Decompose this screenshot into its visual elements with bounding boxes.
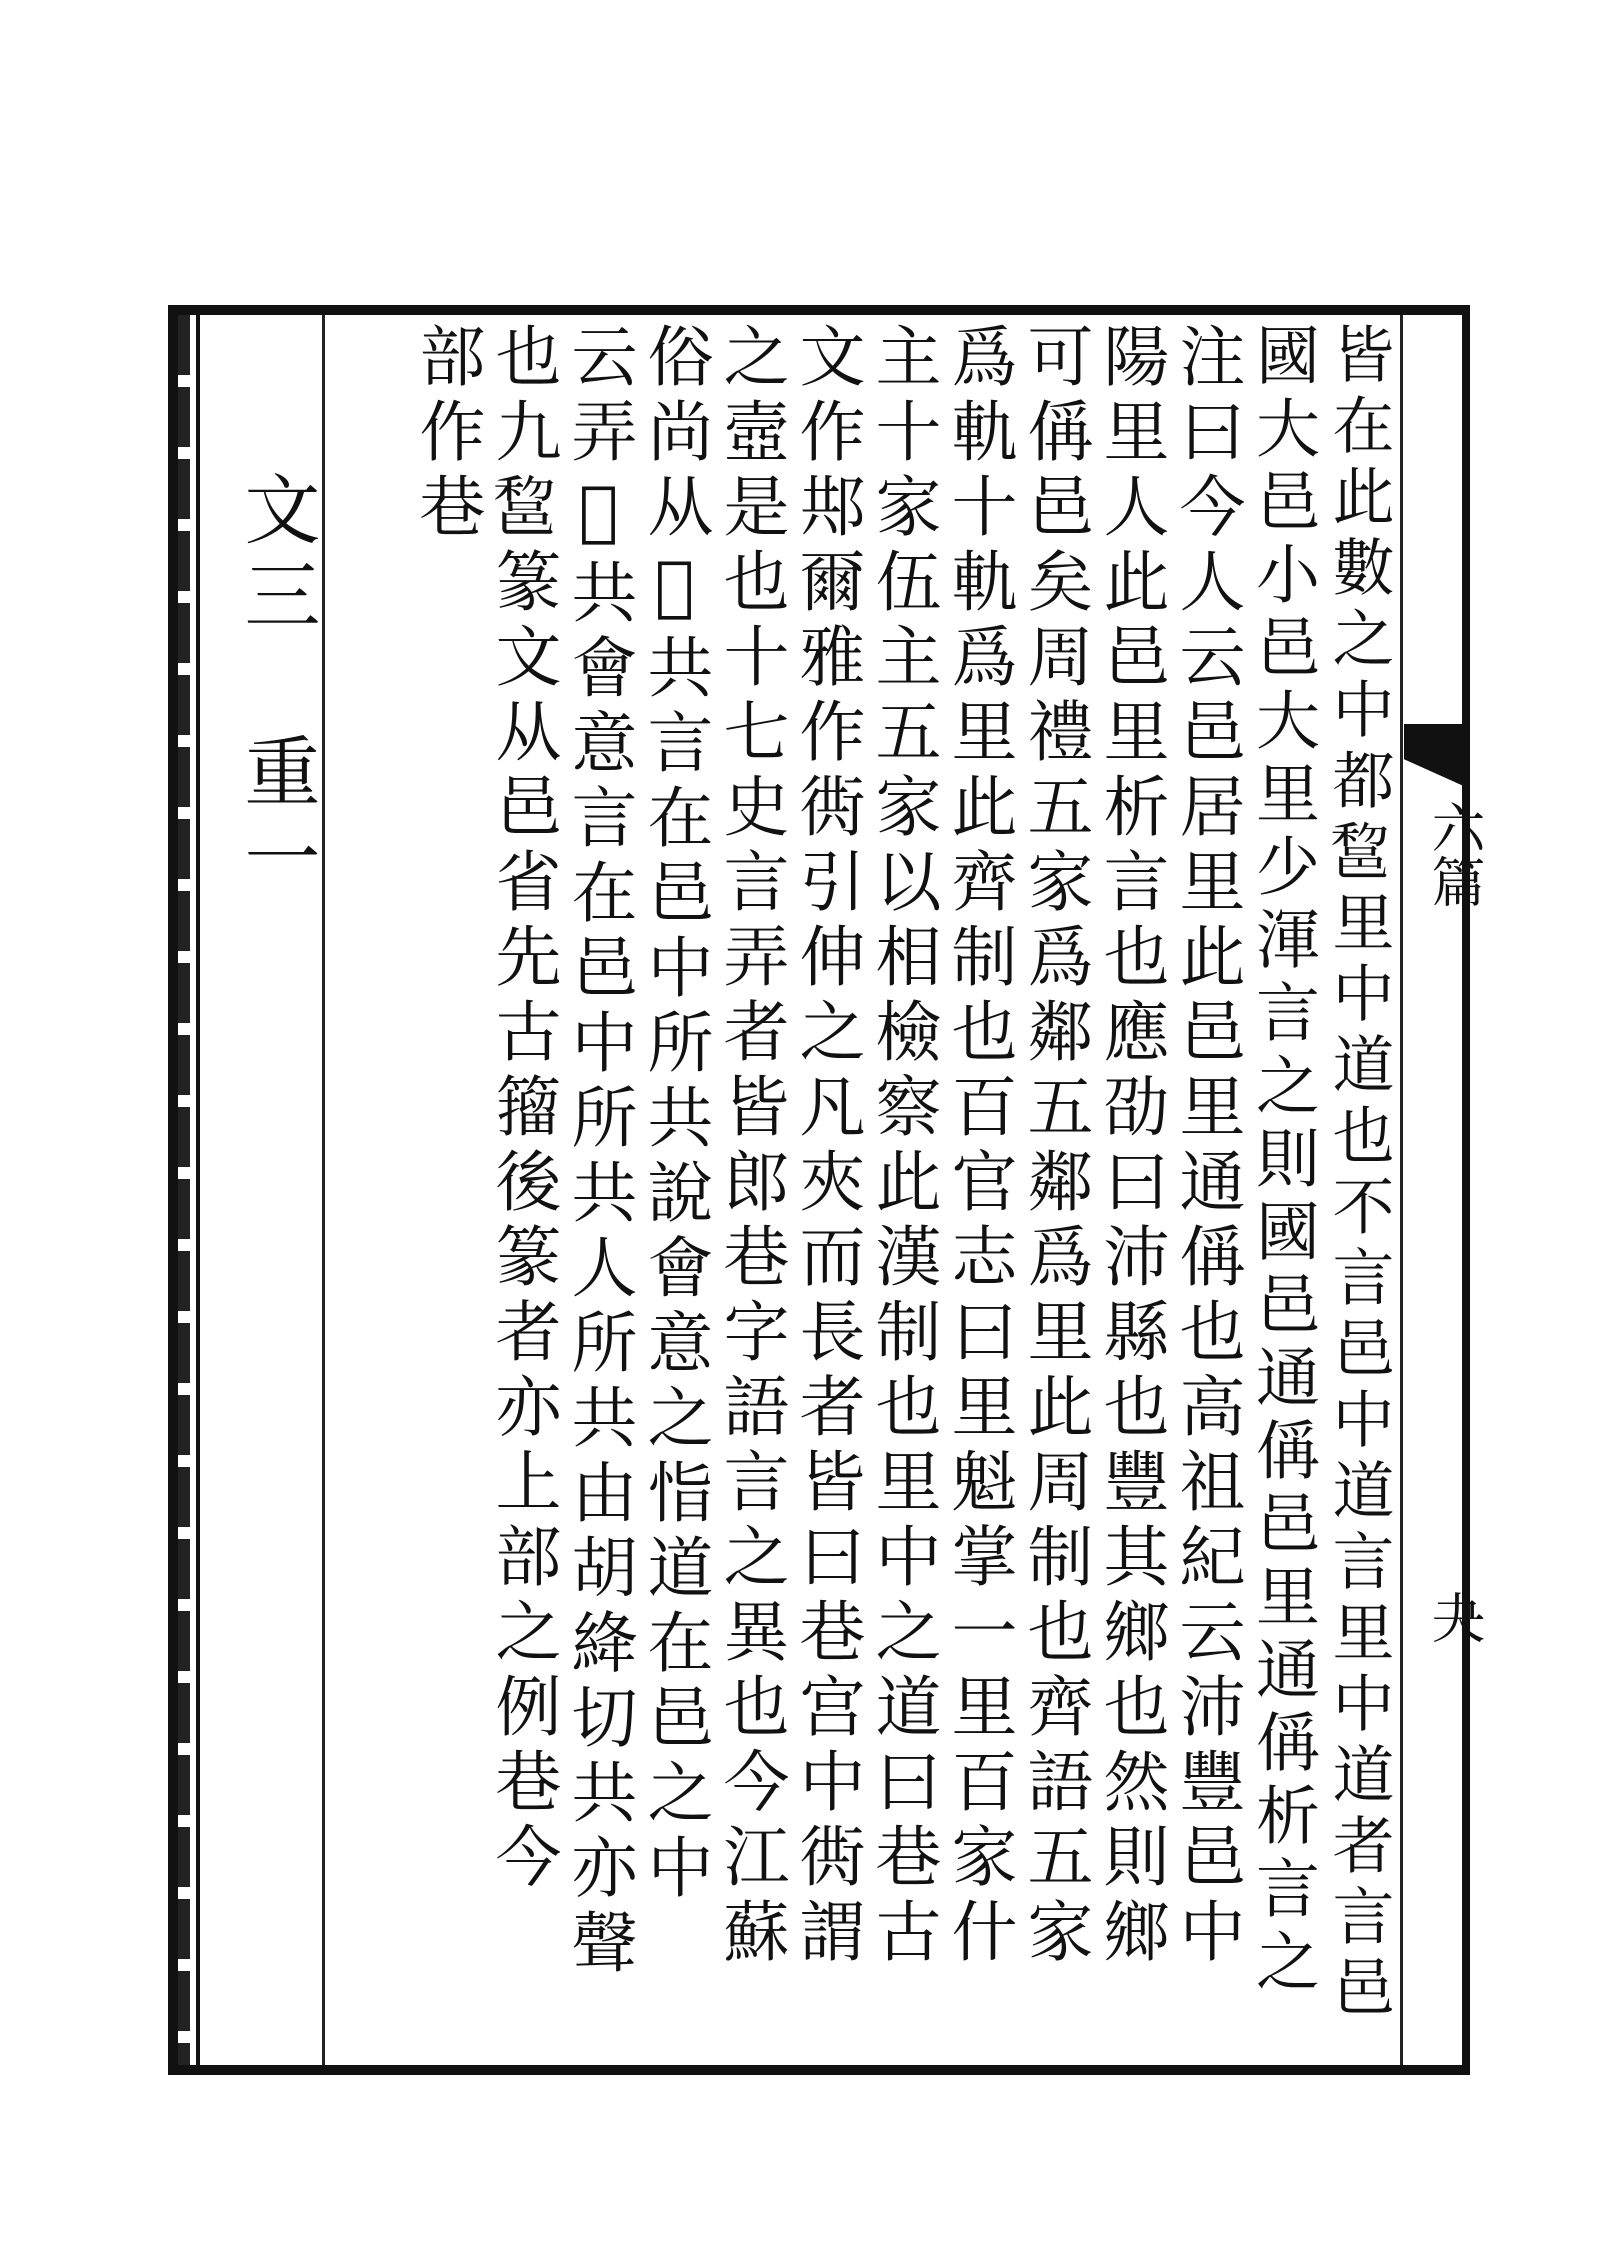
column-text: 也九𨛫篆文从邑省先古籀後篆者亦上部之例巷今 (484, 322, 561, 1897)
column-text: 部作巷 (408, 322, 485, 547)
column-text: 主十家伍主五家以相檢察此漢制也里中之道曰巷古 (864, 322, 941, 1972)
column-text: 文作䢼爾雅作衖引伸之凡夾而長者皆曰巷宫中衖謂 (788, 322, 865, 1972)
block-mouth-leaf (1416, 1590, 1486, 1644)
left-border-rule (178, 315, 190, 2065)
column-text: 爲軌十軌爲里此齊制也百官志曰里魁掌一里百家什 (940, 322, 1017, 1972)
right-inner-rule (1400, 315, 1403, 2065)
text-column-3 (1168, 322, 1245, 1972)
left-inner-rule (196, 315, 200, 2065)
text-column-12 (484, 322, 561, 1897)
text-column-4 (1092, 322, 1169, 1972)
text-column-9 (712, 322, 789, 1972)
column-text: 之壼是也十七史言弄者皆郎巷字語言之異也今江蘇 (712, 322, 789, 1972)
text-column-8 (788, 322, 865, 1972)
leaf-mark: 夬 (1423, 1590, 1486, 1644)
text-column-13 (408, 322, 485, 547)
column-text: 云弄𨛜共會意言在邑中所共人所共由胡絳切共亦聲 (560, 322, 637, 1983)
column-text: 可偁邑矣周禮五家爲鄰五鄰爲里此周制也齊語五家 (1016, 322, 1093, 1972)
text-column-2 (1246, 322, 1318, 2001)
column-text: 俗尚从𨛜共言在邑中所共說會意之恉道在邑之中 (636, 322, 713, 1908)
column-text: 國大邑小邑大里少渾言之則國邑通偁邑里通偁析言之 (1245, 322, 1319, 2001)
section-count: 重一 (232, 732, 321, 904)
text-column-6 (940, 322, 1017, 1972)
text-column-7 (864, 322, 941, 1972)
column-text: 注曰今人云邑居里此邑里通偁也高祖紀云沛豐邑中 (1168, 322, 1245, 1972)
section-summary (222, 470, 321, 904)
text-column-10 (636, 322, 713, 1908)
column-text: 皆在此數之中都𨛫里中道也不言邑中道言里中道者言邑 (1322, 322, 1395, 2026)
text-column-5 (1016, 322, 1093, 1972)
section-label: 文三 (232, 470, 321, 642)
fascicle-title: 六篇 (1423, 800, 1486, 908)
block-mouth-fascicle (1416, 800, 1486, 908)
text-column-11 (560, 322, 637, 1983)
text-column-1 (1322, 322, 1394, 2026)
column-text: 陽里人此邑里析言也應劭曰沛縣也豐其鄉也然則鄉 (1092, 322, 1169, 1972)
